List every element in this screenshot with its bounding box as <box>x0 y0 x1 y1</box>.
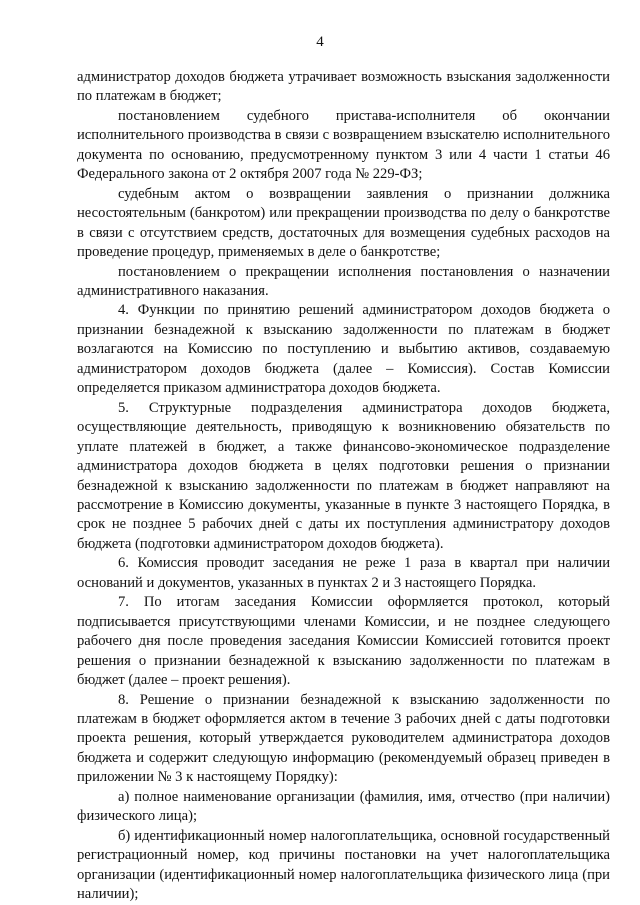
page-number: 4 <box>316 34 324 50</box>
paragraph-subitem-b: б) идентификационный номер налогоплательщика, основной государственный регистрационный номер, код причины постановки на учет налогоплательщика организации (идентификационный номер налогоплательщика физического лица (при наличии); <box>77 827 610 903</box>
paragraph-item-4: 4. Функции по принятию решений администратором доходов бюджета о признании безнадежной к взысканию задолженности по платежам в бюджет возлагаются на Комиссию по поступлению и выбытию активов, создаваемую администратором доходов бюджета (далее – Комиссия). Состав Комиссии определяется приказом администратора доходов бюджета. <box>77 302 610 397</box>
paragraph-item-6: 6. Комиссия проводит заседания не реже 1 раза в квартал при наличии оснований и документов, указанных в пунктах 2 и 3 настоящего Порядка. <box>77 555 610 591</box>
paragraph-item-8: 8. Решение о признании безнадежной к взысканию задолженности по платежам в бюджет оформляется актом в течение 3 рабочих дней с даты подготовки проекта решения, который утверждается руководителем администратора доходов бюджета и содержит следующую информацию (рекомендуемый образец приведен в приложении № 3 к настоящему Порядку): <box>77 691 610 786</box>
paragraph-item-7: 7. По итогам заседания Комиссии оформляется протокол, который подписывается присутствующими членами Комиссии, и не позднее следующего рабочего дня после проведения заседания Комиссии Комиссией готовится проект решения о признании безнадежной к взысканию задолженности по платежам в бюджет (далее – проект решения). <box>77 594 610 689</box>
paragraph-subitem-a: а) полное наименование организации (фамилия, имя, отчество (при наличии) физического лица); <box>77 788 610 825</box>
paragraph-continuation: администратор доходов бюджета утрачивает возможность взыскания задолженности по платежам в бюджет; <box>77 69 610 105</box>
document-body <box>77 68 610 904</box>
paragraph-court-act: судебным актом о возвращении заявления о признании должника несостоятельным (банкротом) или прекращении производства по делу о банкротстве в связи с отсутствием средств, достаточных для возмещения судебных расходов на проведение процедур, применяемых в деле о банкротстве; <box>77 185 610 261</box>
paragraph-termination-resolution: постановлением о прекращении исполнения постановления о назначении административного наказания. <box>77 263 610 299</box>
paragraph-bailiff-resolution: постановлением судебного пристава-исполнителя об окончании исполнительного производства в связи с возвращением взыскателю исполнительного документа по основанию, предусмотренному пунктом 3 или 4 части 1 статьи 46 Федерального закона от 2 октября 2007 года № 229-ФЗ; <box>77 107 610 183</box>
paragraph-item-5: 5. Структурные подразделения администратора доходов бюджета, осуществляющие деятельность, приводящую к возникновению обязательств по уплате платежей в бюджет, а также финансово-экономическое подразделение администратора доходов бюджета в целях подготовки решения о признании безнадежной к взысканию задолженности по платежам в бюджет направляют на рассмотрение в Комиссию документы, указанные в пункте 3 настоящего Порядка, в срок не позднее 5 рабочих дней с даты их поступления администратору доходов бюджета (подготовки администратором доходов бюджета). <box>77 399 610 552</box>
